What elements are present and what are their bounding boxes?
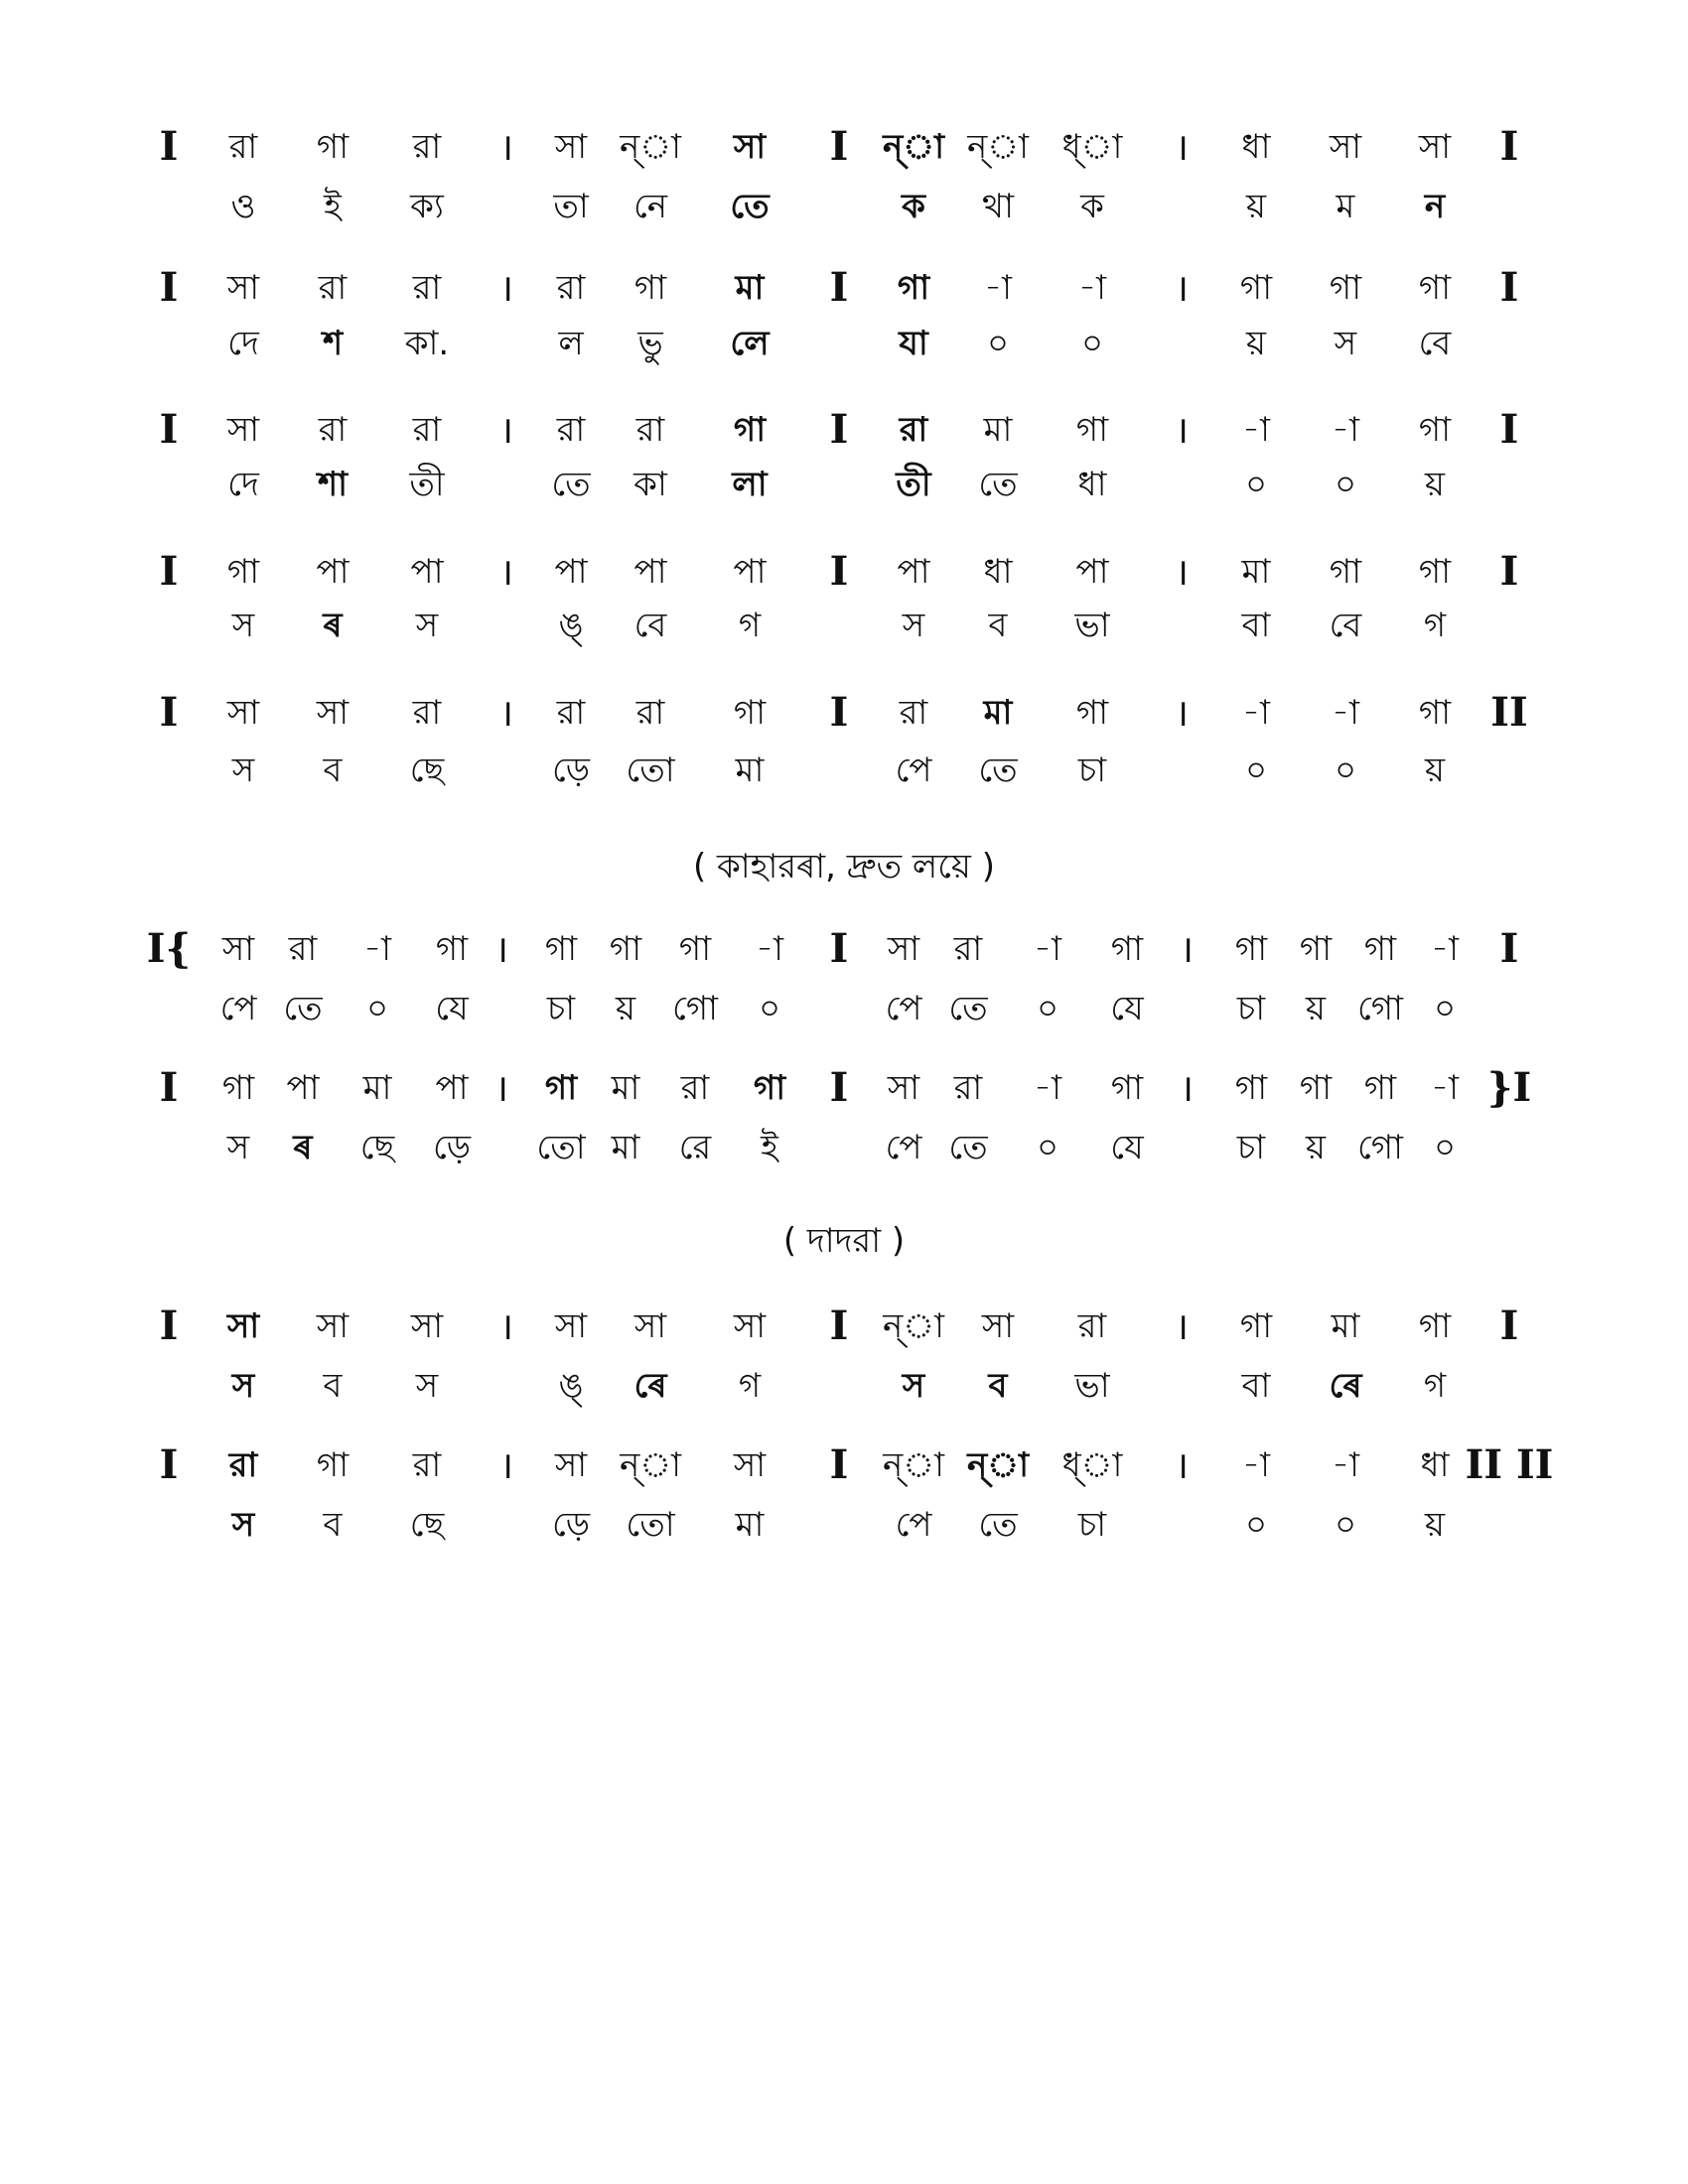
swara-note: রা <box>635 693 665 733</box>
swara-note: গা <box>1363 1068 1397 1108</box>
lyric-syllable: ভা <box>1074 606 1110 645</box>
lyric-syllable: ছে <box>359 1128 395 1167</box>
lyric-syllable: গ <box>1423 606 1447 645</box>
lyric-syllable: স <box>415 1366 439 1406</box>
lyric-syllable: স <box>231 751 255 790</box>
lyric-line <box>0 598 1688 657</box>
swara-note: -া <box>1332 693 1359 733</box>
lyric-syllable: বা <box>1241 1366 1271 1406</box>
swara-note: রা <box>953 1068 983 1108</box>
lyric-syllable: ০ <box>1036 989 1059 1028</box>
swara-note: গা <box>1234 1068 1268 1108</box>
swara-note: সা <box>733 1445 767 1485</box>
lyric-syllable: তো <box>626 751 675 790</box>
lyric-syllable: ঙ্ <box>558 606 584 645</box>
lyric-syllable: ম <box>1336 187 1355 226</box>
swara-note: -া <box>1242 693 1270 733</box>
lyric-syllable: ০ <box>1244 1505 1268 1545</box>
swara-line <box>0 544 1688 604</box>
lyric-syllable: তে <box>978 751 1018 790</box>
section-heading: ( কাহারৰা, দ্রুত লয়ে ) <box>692 847 996 887</box>
lyric-syllable: স <box>902 606 925 645</box>
swara-note: গা <box>1239 268 1273 308</box>
swara-note: সা <box>410 1306 444 1346</box>
lyric-line <box>0 179 1688 238</box>
swara-note: গা <box>633 268 667 308</box>
lyric-syllable: চা <box>1077 1505 1107 1545</box>
swara-note: গা <box>897 268 930 308</box>
swara-note: গা <box>1418 693 1452 733</box>
lyric-syllable: তে <box>551 465 591 504</box>
beat-divider: । <box>498 266 514 310</box>
beat-divider: । <box>493 1066 509 1110</box>
lyric-syllable: ৰ <box>293 1128 313 1167</box>
swara-note: পা <box>1075 552 1109 592</box>
swara-note: গা <box>1075 693 1109 733</box>
swara-note: রা <box>412 127 442 167</box>
section-heading: ( দাদরা ) <box>782 1221 906 1261</box>
beat-divider: । <box>498 408 514 452</box>
lyric-syllable: ড়ে <box>432 1128 472 1167</box>
lyric-syllable: ০ <box>758 989 781 1028</box>
lyric-syllable: তে <box>978 465 1018 504</box>
swara-note: গা <box>678 929 712 969</box>
lyric-syllable: নে <box>633 187 668 226</box>
swara-note: গা <box>1418 1306 1452 1346</box>
beat-divider: । <box>1174 550 1190 594</box>
swara-note: সা <box>887 929 920 969</box>
swara-note: রা <box>899 693 928 733</box>
lyric-syllable: তে <box>730 187 770 226</box>
lyric-syllable: মা <box>735 1505 765 1545</box>
lyric-syllable: রে <box>678 1128 712 1167</box>
lyric-syllable: ড়ে <box>551 1505 591 1545</box>
swara-note: গা <box>1110 929 1144 969</box>
lyric-syllable: দে <box>227 465 259 504</box>
swara-note: সা <box>226 410 260 450</box>
lyric-syllable: বে <box>633 606 667 645</box>
lyric-syllable: চা <box>1236 989 1266 1028</box>
bar-line-symbol: II <box>1490 689 1528 736</box>
beat-divider: । <box>498 1443 514 1487</box>
lyric-syllable: মা <box>611 1128 640 1167</box>
swara-note: গা <box>1299 929 1333 969</box>
swara-note: -া <box>1078 268 1106 308</box>
lyric-line <box>0 1497 1688 1557</box>
bar-line-symbol: I <box>829 406 849 453</box>
swara-note: রা <box>318 268 348 308</box>
lyric-syllable: তে <box>283 989 323 1028</box>
swara-note: রা <box>412 410 442 450</box>
swara-note: পা <box>435 1068 469 1108</box>
swara-note: সা <box>226 693 260 733</box>
lyric-syllable: পে <box>885 989 922 1028</box>
swara-note: পা <box>286 1068 320 1108</box>
swara-note: মা <box>735 268 765 308</box>
bar-line-symbol: I <box>1499 1302 1519 1349</box>
swara-note: গা <box>316 1445 350 1485</box>
swara-note: গা <box>733 693 767 733</box>
lyric-syllable: য় <box>1305 989 1327 1028</box>
beat-divider: । <box>1174 1304 1190 1348</box>
lyric-syllable: তে <box>978 1505 1018 1545</box>
swara-note: মা <box>983 410 1013 450</box>
swara-line <box>0 1060 1688 1120</box>
lyric-syllable: বে <box>1418 324 1452 363</box>
swara-note: গা <box>1418 552 1452 592</box>
lyric-syllable: গ <box>738 606 762 645</box>
swara-note: সা <box>226 268 260 308</box>
lyric-syllable: ০ <box>1036 1128 1059 1167</box>
lyric-syllable: স <box>231 1366 255 1406</box>
bar-line-symbol: I <box>159 123 179 170</box>
swara-note: মা <box>611 1068 640 1108</box>
swara-note: -া <box>1431 929 1459 969</box>
lyric-syllable: থা <box>982 187 1014 226</box>
lyric-syllable: ব <box>988 606 1008 645</box>
bar-line-symbol: I <box>829 1302 849 1349</box>
swara-note: মা <box>983 693 1013 733</box>
swara-note: রা <box>412 268 442 308</box>
lyric-syllable: য় <box>1305 1128 1327 1167</box>
lyric-line <box>0 743 1688 802</box>
swara-note: পা <box>316 552 350 592</box>
swara-note: সা <box>733 1306 767 1346</box>
swara-note: গা <box>226 552 260 592</box>
swara-note: ধ্া <box>1061 127 1123 167</box>
swara-note: রা <box>228 1445 258 1485</box>
bar-line-symbol: I <box>1499 925 1519 972</box>
swara-note: গা <box>1363 929 1397 969</box>
bar-line-symbol: I <box>159 689 179 736</box>
lyric-syllable: ০ <box>1080 324 1104 363</box>
swara-line <box>0 685 1688 745</box>
swara-note: ন্া <box>883 1445 944 1485</box>
swara-note: -া <box>756 929 783 969</box>
lyric-syllable: যে <box>1110 989 1144 1028</box>
swara-note: সা <box>633 1306 667 1346</box>
beat-divider: । <box>1179 927 1195 971</box>
lyric-syllable: পে <box>219 989 257 1028</box>
lyric-syllable: পে <box>895 1505 932 1545</box>
swara-note: গা <box>733 410 767 450</box>
swara-note: সা <box>981 1306 1015 1346</box>
lyric-syllable: ০ <box>1244 751 1268 790</box>
lyric-syllable: ০ <box>1334 465 1357 504</box>
swara-note: রা <box>556 268 586 308</box>
swara-note: পা <box>633 552 667 592</box>
lyric-syllable: য় <box>1245 187 1267 226</box>
lyric-syllable: ০ <box>1433 989 1457 1028</box>
swara-note: রা <box>556 410 586 450</box>
swara-note: ন্া <box>883 1306 944 1346</box>
swara-note: গা <box>1418 410 1452 450</box>
swara-note: গা <box>1329 552 1362 592</box>
swara-note: সা <box>1418 127 1452 167</box>
swara-note: -া <box>1034 929 1061 969</box>
bar-line-symbol: I <box>159 1441 179 1488</box>
swara-note: সা <box>1329 127 1362 167</box>
lyric-syllable: চা <box>1077 751 1107 790</box>
bar-line-symbol: I{ <box>146 925 192 972</box>
lyric-syllable: গো <box>672 989 718 1028</box>
lyric-syllable: চা <box>546 989 576 1028</box>
bar-line-symbol: I <box>829 1441 849 1488</box>
lyric-syllable: স <box>231 606 255 645</box>
beat-divider: । <box>1174 691 1190 735</box>
swara-note: গা <box>1075 410 1109 450</box>
lyric-syllable: পে <box>895 751 932 790</box>
swara-note: পা <box>410 552 444 592</box>
lyric-syllable: ছে <box>409 1505 445 1545</box>
swara-note: ন্া <box>967 1445 1029 1485</box>
bar-line-symbol: I <box>829 925 849 972</box>
lyric-syllable: ন <box>1424 187 1446 226</box>
lyric-syllable: কা. <box>404 324 450 363</box>
lyric-syllable: য় <box>1424 1505 1446 1545</box>
lyric-syllable: ৰ <box>323 606 343 645</box>
swara-note: গা <box>1234 929 1268 969</box>
bar-line-symbol: I <box>1499 548 1519 595</box>
bar-line-symbol: I <box>159 548 179 595</box>
swara-note: -া <box>1034 1068 1061 1108</box>
beat-divider: । <box>493 927 509 971</box>
swara-note: সা <box>554 1306 588 1346</box>
lyric-syllable: ০ <box>1433 1128 1457 1167</box>
swara-note: গা <box>1299 1068 1333 1108</box>
swara-note: রা <box>635 410 665 450</box>
swara-note: গা <box>544 1068 578 1108</box>
lyric-syllable: ০ <box>986 324 1010 363</box>
swara-note: -া <box>1332 1445 1359 1485</box>
lyric-syllable: ক্য <box>410 187 444 226</box>
lyric-syllable: ৰে <box>633 1366 667 1406</box>
lyric-syllable: গ <box>738 1366 762 1406</box>
swara-line <box>0 1298 1688 1358</box>
lyric-syllable: স <box>226 1128 250 1167</box>
lyric-syllable: কা <box>633 465 667 504</box>
lyric-syllable: শ <box>322 324 344 363</box>
swara-note: ন্া <box>620 1445 681 1485</box>
swara-note: রা <box>288 929 318 969</box>
bar-line-symbol: I <box>159 406 179 453</box>
swara-note: মা <box>362 1068 392 1108</box>
lyric-syllable: ই <box>761 1128 778 1167</box>
bar-line-symbol: I <box>829 123 849 170</box>
bar-line-symbol: I <box>1499 264 1519 311</box>
beat-divider: । <box>1174 1443 1190 1487</box>
swara-note: -া <box>984 268 1012 308</box>
swara-note: সা <box>733 127 767 167</box>
beat-divider: । <box>1174 266 1190 310</box>
beat-divider: । <box>498 691 514 735</box>
swara-line <box>0 402 1688 462</box>
bar-line-symbol: I <box>159 1302 179 1349</box>
lyric-line <box>0 457 1688 516</box>
lyric-syllable: স <box>1334 324 1357 363</box>
lyric-syllable: যা <box>899 324 928 363</box>
swara-note: সা <box>554 1445 588 1485</box>
swara-line <box>0 921 1688 981</box>
lyric-syllable: ০ <box>1334 751 1357 790</box>
beat-divider: । <box>498 1304 514 1348</box>
lyric-syllable: তো <box>536 1128 586 1167</box>
lyric-line <box>0 1120 1688 1179</box>
bar-line-symbol: I <box>1499 123 1519 170</box>
lyric-syllable: ছে <box>409 751 445 790</box>
swara-note: রা <box>953 929 983 969</box>
lyric-syllable: গো <box>1357 1128 1403 1167</box>
swara-note: রা <box>228 127 258 167</box>
swara-note: রা <box>899 410 928 450</box>
swara-note: পা <box>733 552 767 592</box>
swara-line <box>0 1437 1688 1497</box>
swara-note: রা <box>412 693 442 733</box>
lyric-syllable: তী <box>409 465 445 504</box>
lyric-syllable: স <box>902 1366 925 1406</box>
swara-note: মা <box>1331 1306 1360 1346</box>
swara-note: গা <box>221 1068 255 1108</box>
lyric-syllable: ক <box>1080 187 1104 226</box>
lyric-syllable: ভু <box>637 324 663 363</box>
bar-line-symbol: I <box>1499 406 1519 453</box>
lyric-syllable: দে <box>227 324 259 363</box>
swara-note: রা <box>318 410 348 450</box>
lyric-syllable: স <box>415 606 439 645</box>
lyric-syllable: ড়ে <box>551 751 591 790</box>
swara-note: ধা <box>1420 1445 1450 1485</box>
lyric-syllable: লে <box>730 324 770 363</box>
swara-note: গা <box>544 929 578 969</box>
bar-line-symbol: I <box>829 264 849 311</box>
lyric-syllable: ০ <box>1334 1505 1357 1545</box>
lyric-syllable: যে <box>1110 1128 1144 1167</box>
swara-note: সা <box>226 1306 260 1346</box>
lyric-syllable: ০ <box>1244 465 1268 504</box>
bar-line-symbol: I <box>159 264 179 311</box>
beat-divider: । <box>1179 1066 1195 1110</box>
beat-divider: । <box>498 125 514 169</box>
lyric-syllable: য় <box>1424 751 1446 790</box>
swara-note: পা <box>897 552 930 592</box>
lyric-syllable: ৰে <box>1329 1366 1362 1406</box>
bar-line-symbol: }I <box>1486 1064 1532 1111</box>
swara-line <box>0 119 1688 179</box>
swara-note: গা <box>753 1068 786 1108</box>
lyric-syllable: ব <box>323 1366 343 1406</box>
swara-note: মা <box>1241 552 1271 592</box>
lyric-syllable: ক <box>902 187 925 226</box>
swara-note: -া <box>363 929 391 969</box>
swara-note: ন্া <box>620 127 681 167</box>
lyric-syllable: ০ <box>365 989 389 1028</box>
beat-divider: । <box>1174 125 1190 169</box>
swara-note: গা <box>1329 268 1362 308</box>
bar-line-symbol: I <box>829 1064 849 1111</box>
lyric-syllable: ব <box>988 1366 1008 1406</box>
swara-note: গা <box>435 929 469 969</box>
lyric-syllable: যে <box>435 989 469 1028</box>
swara-note: সা <box>221 929 255 969</box>
lyric-syllable: মা <box>735 751 765 790</box>
swara-note: রা <box>556 693 586 733</box>
lyric-syllable: ধা <box>1077 465 1107 504</box>
swara-note: -া <box>1242 410 1270 450</box>
swara-note: ন্া <box>967 127 1029 167</box>
swara-note: -া <box>1332 410 1359 450</box>
lyric-syllable: লা <box>732 465 768 504</box>
swara-note: -া <box>1242 1445 1270 1485</box>
beat-divider: । <box>1174 408 1190 452</box>
lyric-syllable: বে <box>1329 606 1362 645</box>
swara-note: গা <box>609 929 642 969</box>
lyric-syllable: শা <box>318 465 348 504</box>
lyric-syllable: ই <box>324 187 342 226</box>
lyric-line <box>0 1358 1688 1418</box>
lyric-syllable: চা <box>1236 1128 1266 1167</box>
swara-note: ধা <box>983 552 1013 592</box>
swara-note: রা <box>1077 1306 1107 1346</box>
swara-note: গা <box>316 127 350 167</box>
swara-note: ন্া <box>883 127 944 167</box>
lyric-syllable: ল <box>558 324 584 363</box>
lyric-syllable: ঙ্ <box>558 1366 584 1406</box>
beat-divider: । <box>498 550 514 594</box>
swara-note: সা <box>554 127 588 167</box>
lyric-syllable: ব <box>323 751 343 790</box>
lyric-syllable: তা <box>553 187 589 226</box>
lyric-syllable: ও <box>230 187 256 226</box>
lyric-syllable: তো <box>626 1505 675 1545</box>
swara-note: সা <box>316 693 350 733</box>
swara-note: পা <box>554 552 588 592</box>
lyric-syllable: তে <box>948 989 988 1028</box>
swara-note: রা <box>680 1068 710 1108</box>
swara-note: ধ্া <box>1061 1445 1123 1485</box>
lyric-syllable: গ <box>1423 1366 1447 1406</box>
bar-line-symbol: I <box>159 1064 179 1111</box>
lyric-syllable: তী <box>896 465 931 504</box>
lyric-line <box>0 316 1688 375</box>
swara-note: গা <box>1418 268 1452 308</box>
lyric-syllable: পে <box>885 1128 922 1167</box>
swara-line <box>0 260 1688 320</box>
bar-line-symbol: I <box>829 548 849 595</box>
swara-note: গা <box>1110 1068 1144 1108</box>
lyric-syllable: তে <box>948 1128 988 1167</box>
swara-note: গা <box>1239 1306 1273 1346</box>
lyric-syllable: ভা <box>1074 1366 1110 1406</box>
swara-note: রা <box>412 1445 442 1485</box>
bar-line-symbol: II II <box>1465 1441 1554 1488</box>
lyric-syllable: য় <box>1245 324 1267 363</box>
lyric-syllable: ব <box>323 1505 343 1545</box>
lyric-syllable: গো <box>1357 989 1403 1028</box>
lyric-syllable: য় <box>1424 465 1446 504</box>
swara-note: সা <box>316 1306 350 1346</box>
lyric-syllable: য় <box>615 989 636 1028</box>
swara-note: ধা <box>1241 127 1271 167</box>
swara-note: সা <box>887 1068 920 1108</box>
swara-note: -া <box>1431 1068 1459 1108</box>
bar-line-symbol: I <box>829 689 849 736</box>
lyric-line <box>0 981 1688 1040</box>
lyric-syllable: বা <box>1241 606 1271 645</box>
lyric-syllable: স <box>231 1505 255 1545</box>
